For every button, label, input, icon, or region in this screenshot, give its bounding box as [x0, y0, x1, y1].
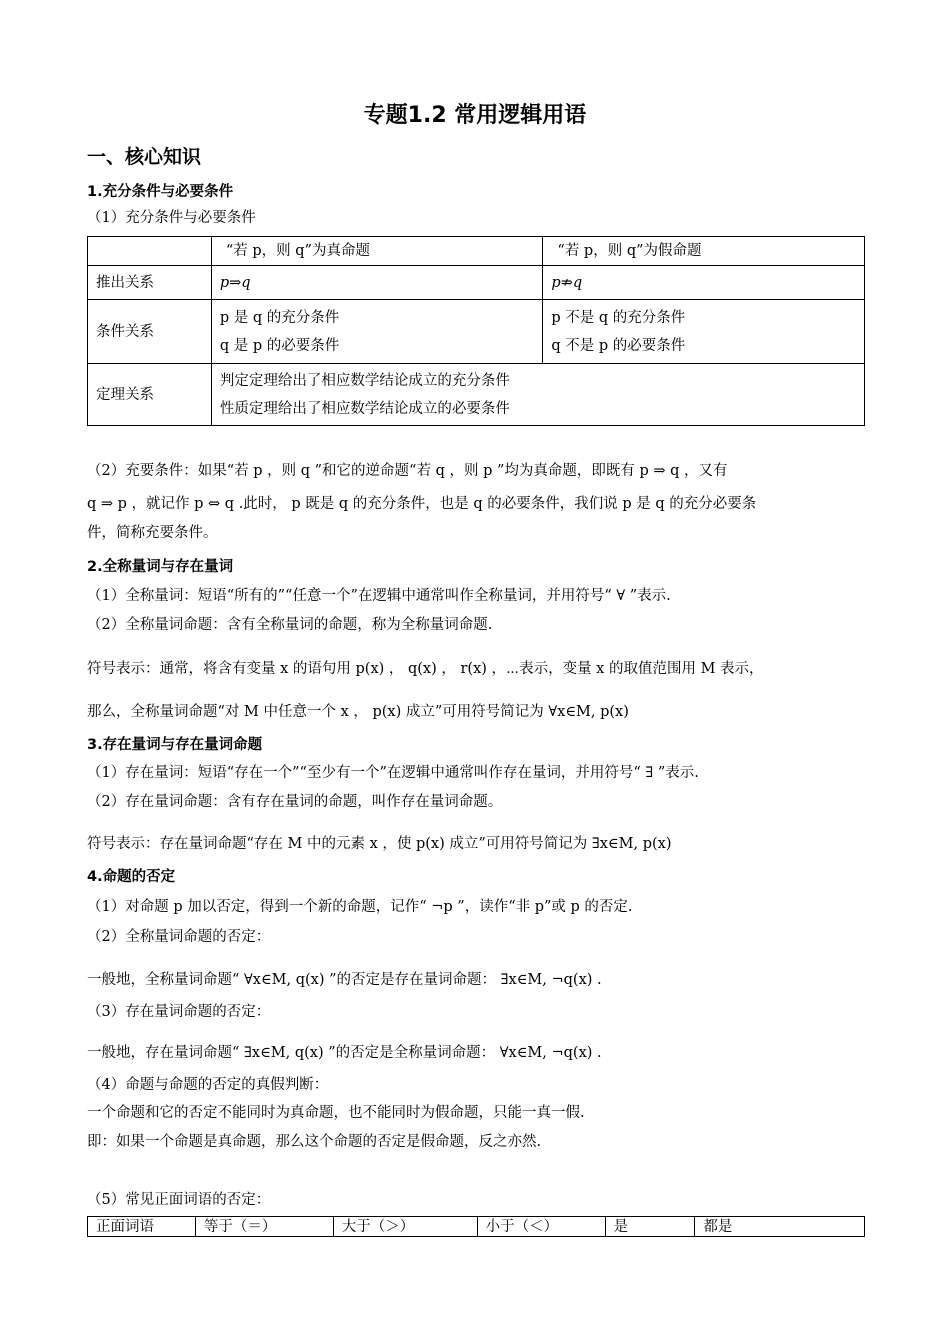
paragraph-line: （2）充要条件：如果“若 p ，则 q ”和它的逆命题“若 q ，则 p ”均为真命题，即既有 p ⇒ q ，又有 — [87, 463, 728, 479]
paragraph-label: （1）充分条件与必要条件 — [87, 210, 256, 226]
cell-line: 判定定理给出了相应数学结论成立的充分条件 — [219, 372, 510, 389]
table-cell — [211, 300, 543, 364]
page-title: 专题1.2 常用逻辑用语 — [363, 103, 587, 128]
table-cell: 等于（＝） — [195, 1217, 333, 1237]
table-row-label: 推出关系 — [88, 266, 212, 300]
paragraph-line: （1）存在量词：短语“存在一个”“至少有一个”在逻辑中通常叫作存在量词，并用符号“ ∃ ”表示. — [87, 765, 699, 781]
paragraph-line: 一般地，存在量词命题“ ∃x∈M, q(x) ”的否定是全称量词命题： ∀x∈M, ¬q(x) . — [87, 1045, 602, 1061]
table-cell — [211, 364, 864, 426]
subsection-heading-4: 4.命题的否定 — [87, 869, 176, 885]
paragraph-line: 即：如果一个命题是真命题，那么这个命题的否定是假命题，反之亦然. — [87, 1134, 542, 1150]
table-cell: p⇏q — [543, 266, 865, 300]
paragraph-line: （4）命题与命题的否定的真假判断： — [87, 1077, 329, 1093]
condition-table — [87, 236, 865, 426]
paragraph-line: 符号表示：存在量词命题“存在 M 中的元素 x ，使 p(x) 成立”可用符号简记为 ∃x∈M, p(x) — [87, 836, 672, 852]
table-cell: 大于（＞） — [333, 1217, 477, 1237]
table-cell: 小于（＜） — [477, 1217, 605, 1237]
cell-line: 性质定理给出了相应数学结论成立的必要条件 — [219, 400, 510, 417]
table-header-cell: “若 p，则 q”为假命题 — [543, 237, 865, 266]
table-header-cell — [88, 237, 212, 266]
paragraph-line: q ⇒ p ，就记作 p ⇔ q .此时， p 既是 q 的充分条件，也是 q 的必要条件，我们说 p 是 q 的充分必要条 — [87, 496, 757, 512]
table-header-cell: “若 p，则 q”为真命题 — [211, 237, 543, 266]
cell-line: p 是 q 的充分条件 — [219, 309, 340, 326]
paragraph-line: 一般地，全称量词命题“ ∀x∈M, q(x) ”的否定是存在量词命题： ∃x∈M, ¬q(x) . — [87, 972, 602, 988]
paragraph-line: （2）存在量词命题：含有存在量词的命题，叫作存在量词命题。 — [87, 794, 503, 810]
paragraph-line: （2）全称量词命题的否定： — [87, 929, 271, 945]
cell-line: p 不是 q 的充分条件 — [551, 309, 686, 326]
paragraph-line: （3）存在量词命题的否定： — [87, 1004, 271, 1020]
paragraph-line: 符号表示：通常，将含有变量 x 的语句用 p(x) ， q(x) ， r(x) ，⋯表示，变量 x 的取值范围用 M 表示， — [87, 661, 764, 677]
paragraph-line: （1）全称量词：短语“所有的”“任意一个”在逻辑中通常叫作全称量词，并用符号“ ∀ ”表示. — [87, 588, 671, 604]
subsection-heading-2: 2.全称量词与存在量词 — [87, 559, 234, 575]
table-cell — [543, 300, 865, 364]
table-cell: 正面词语 — [88, 1217, 196, 1237]
table-row-label: 定理关系 — [88, 364, 212, 426]
table-cell: 是 — [605, 1217, 695, 1237]
paragraph-line: （5）常见正面词语的否定： — [87, 1192, 271, 1208]
paragraph-line: 那么，全称量词命题“对 M 中任意一个 x ， p(x) 成立”可用符号简记为 ∀x∈M, p(x) — [87, 704, 629, 720]
negation-table — [87, 1216, 865, 1237]
table-row-label: 条件关系 — [88, 300, 212, 364]
paragraph-line: 一个命题和它的否定不能同时为真命题，也不能同时为假命题，只能一真一假. — [87, 1105, 585, 1121]
table-cell: 都是 — [695, 1217, 865, 1237]
paragraph-line: 件，简称充要条件。 — [87, 525, 218, 541]
subsection-heading-1: 1.充分条件与必要条件 — [87, 184, 234, 200]
subsection-heading-3: 3.存在量词与存在量词命题 — [87, 737, 263, 753]
cell-line: q 不是 p 的必要条件 — [551, 337, 686, 354]
table-cell: p⇒q — [211, 266, 543, 300]
paragraph-line: （1）对命题 p 加以否定，得到一个新的命题，记作“ ¬p ”，读作“非 p”或 p 的否定. — [87, 899, 633, 915]
paragraph-line: （2）全称量词命题：含有全称量词的命题，称为全称量词命题. — [87, 617, 493, 633]
cell-line: q 是 p 的必要条件 — [219, 337, 340, 354]
section-heading: 一、核心知识 — [87, 146, 202, 168]
